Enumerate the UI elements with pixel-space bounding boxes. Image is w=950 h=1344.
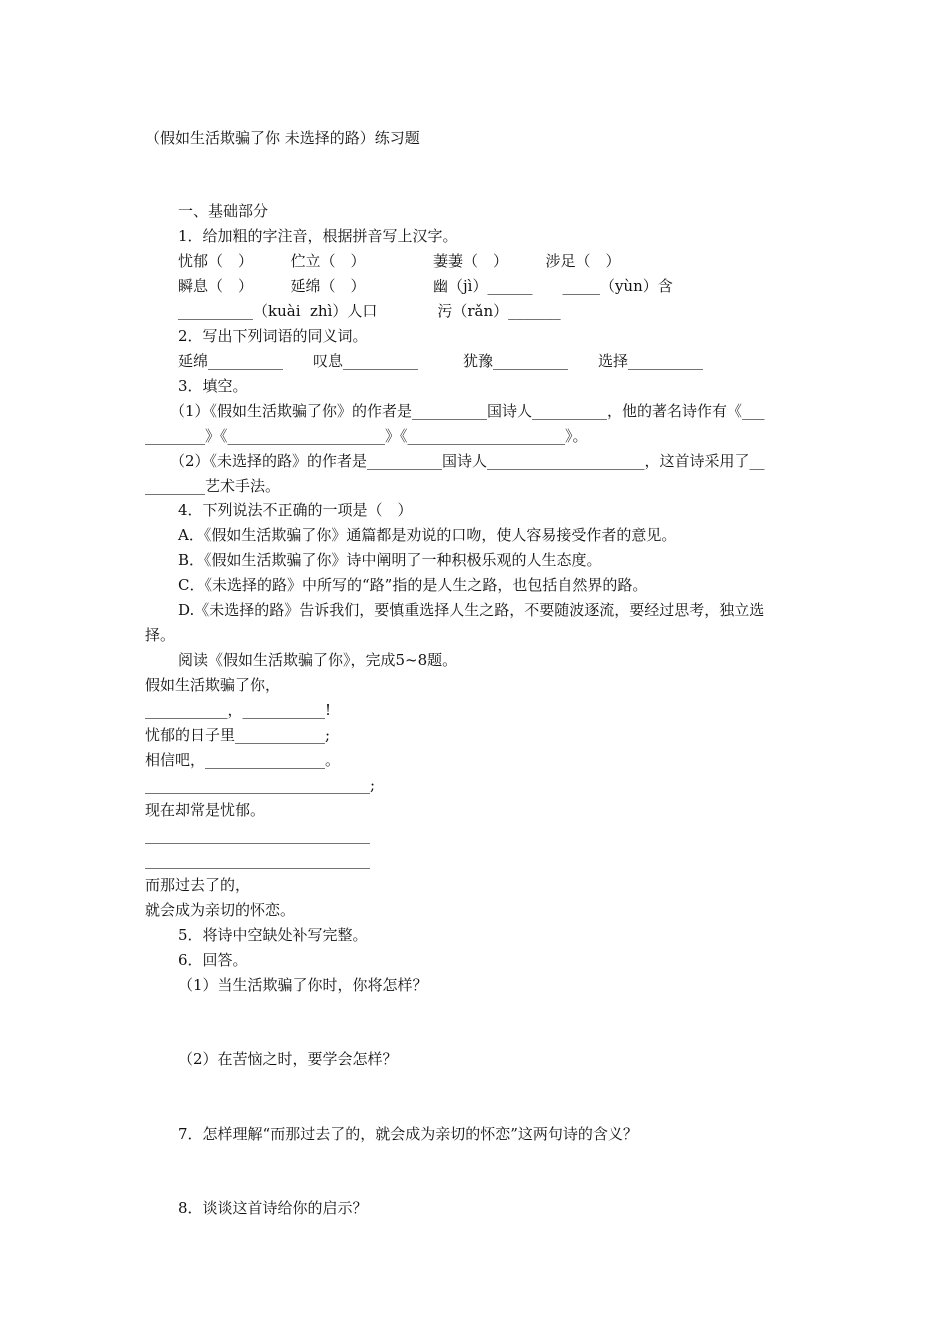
q3-part-2: （2）《未选择的路》的作者是__________国诗人_____________________，这首诗采用了__ xyxy=(170,452,765,470)
question-4: 4．下列说法不正确的一项是（ ） xyxy=(178,501,413,519)
poem-line: ______________________________ xyxy=(145,851,370,869)
question-3: 3．填空。 xyxy=(178,377,248,395)
q4-option-d: D.《未选择的路》告诉我们，要慎重选择人生之路，不要随波逐流，要经过思考，独立选 xyxy=(178,601,765,619)
q2-row: 延绵__________ 叹息__________ 犹豫__________ 选择__________ xyxy=(178,352,704,370)
q4-option-d-cont: 择。 xyxy=(145,626,176,644)
poem-line: 而那过去了的， xyxy=(145,876,251,894)
q1-row-2: 瞬息（ ） 延绵（ ） 幽（jì）______ _____（yùn）含 xyxy=(178,277,673,295)
poem-line: 现在却常是忧郁。 xyxy=(145,801,266,819)
poem-line: 假如生活欺骗了你， xyxy=(145,676,281,694)
q3-part-1: （1）《假如生活欺骗了你》的作者是__________国诗人__________，他的著名诗作有《___ xyxy=(170,402,765,420)
section-heading: 一、基础部分 xyxy=(178,202,269,220)
question-6: 6．回答。 xyxy=(178,951,248,969)
q4-option-a: A．《假如生活欺骗了你》通篇都是劝说的口吻，使人容易接受作者的意见。 xyxy=(178,526,677,544)
poem-line: 忧郁的日子里____________; xyxy=(145,726,331,744)
q3-part-2-cont: ________艺术手法。 xyxy=(145,477,281,495)
question-5: 5．将诗中空缺处补写完整。 xyxy=(178,926,368,944)
q1-row-3: __________（kuài zhì）人口 污（rǎn）_______ xyxy=(178,302,561,320)
question-1: 1．给加粗的字注音，根据拼音写上汉字。 xyxy=(178,227,458,245)
question-7: 7．怎样理解“而那过去了的，就会成为亲切的怀恋”这两句诗的含义？ xyxy=(178,1125,638,1143)
q4-option-c: C．《未选择的路》中所写的“路”指的是人生之路，也包括自然界的路。 xyxy=(178,576,648,594)
poem-line: ___________，___________! xyxy=(145,701,332,719)
poem-line: 就会成为亲切的怀恋。 xyxy=(145,901,296,919)
question-8: 8．谈谈这首诗给你的启示？ xyxy=(178,1199,368,1217)
poem-line: ______________________________; xyxy=(145,776,376,794)
page-title: （假如生活欺骗了你 未选择的路）练习题 xyxy=(145,129,420,147)
poem-line: ______________________________ xyxy=(145,826,370,844)
q6-part-2: （2）在苦恼之时，要学会怎样？ xyxy=(178,1050,398,1068)
q3-part-1-cont: ________》《_____________________》《_____________________》。 xyxy=(145,427,588,445)
q6-part-1: （1）当生活欺骗了你时，你将怎样？ xyxy=(178,976,428,994)
reading-instruction: 阅读《假如生活欺骗了你》，完成5~8题。 xyxy=(178,651,458,669)
poem-line: 相信吧，________________。 xyxy=(145,751,341,769)
question-2: 2．写出下列词语的同义词。 xyxy=(178,327,368,345)
q1-row-1: 忧郁（ ） 伫立（ ） 萋萋（ ） 涉足（ ） xyxy=(178,252,621,270)
q4-option-b: B．《假如生活欺骗了你》诗中阐明了一种积极乐观的人生态度。 xyxy=(178,551,602,569)
